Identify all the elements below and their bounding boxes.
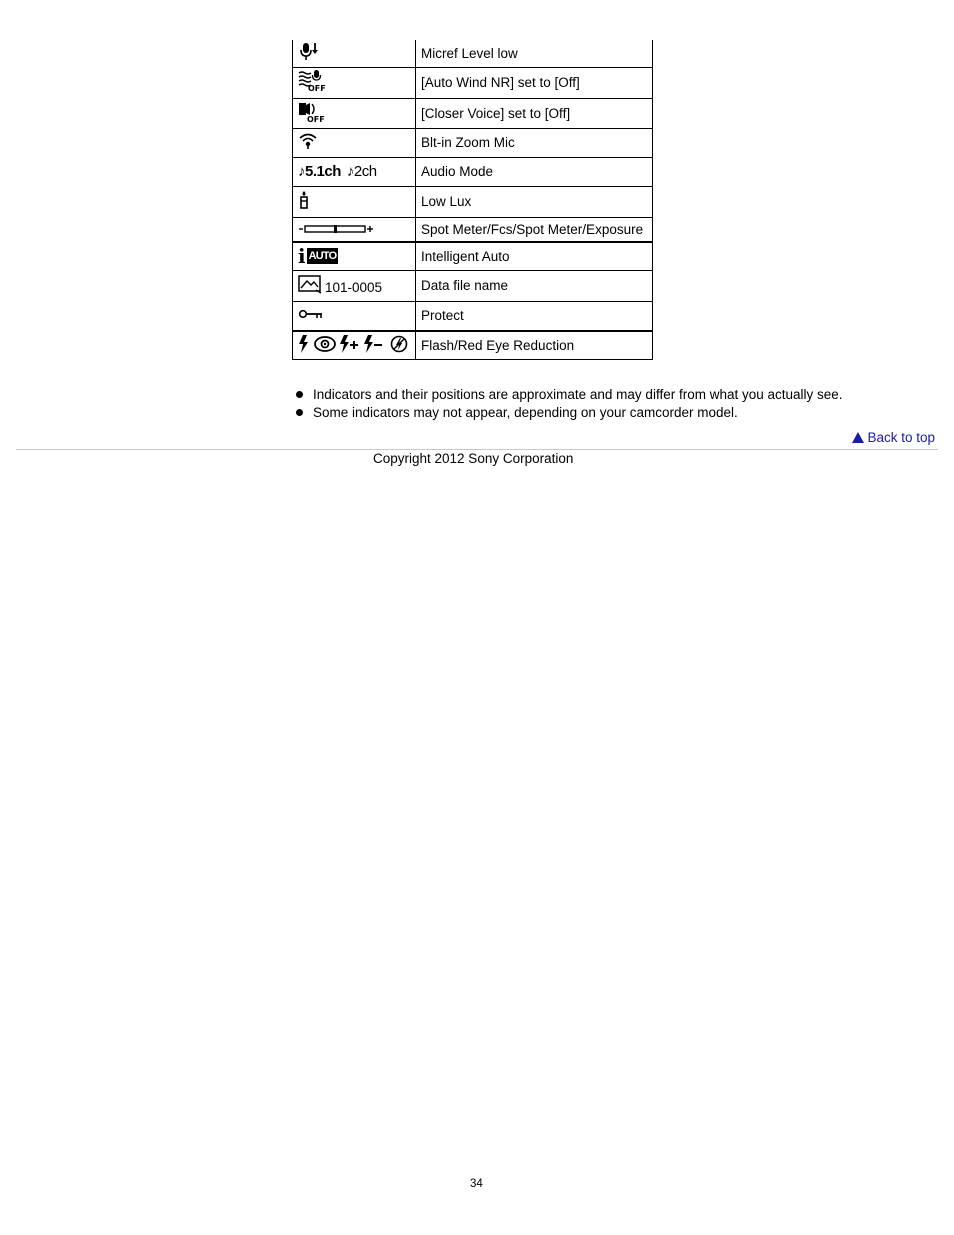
indicator-cell <box>293 270 416 301</box>
intelligent-i-symbol: i <box>298 244 306 269</box>
note-text: Some indicators may not appear, depending on your camcorder model. <box>313 405 738 420</box>
table-row <box>293 40 653 67</box>
indicator-description: Protect <box>416 301 653 331</box>
mic-level-low-icon <box>298 42 320 62</box>
page-number: 34 <box>470 1178 483 1190</box>
indicator-description: Blt-in Zoom Mic <box>416 128 653 157</box>
bullet-dot-icon <box>296 391 303 398</box>
bullet-dot-icon <box>296 409 303 416</box>
table-row <box>293 67 653 98</box>
audio-5-1ch-symbol: ♪5.1ch <box>298 163 341 180</box>
svg-text:OFF: OFF <box>308 84 326 93</box>
table-row <box>293 186 653 217</box>
copyright-text: Copyright 2012 Sony Corporation <box>373 451 574 466</box>
closer-voice-off-icon <box>298 101 325 124</box>
flash-icons <box>298 334 410 354</box>
indicator-cell <box>293 98 416 128</box>
indicator-description: Spot Meter/Fcs/Spot Meter/Exposure <box>416 217 653 242</box>
indicator-cell <box>293 331 416 359</box>
indicator-cell <box>293 157 416 186</box>
table-row <box>293 217 653 242</box>
file-number-text: 101-0005 <box>325 279 383 295</box>
indicator-description: Data file name <box>416 270 653 301</box>
indicator-description: Micref Level low <box>416 40 653 67</box>
back-to-top-label: Back to top <box>867 430 935 445</box>
list-item <box>295 386 843 404</box>
spot-meter-bar-icon <box>298 224 374 234</box>
audio-2ch-symbol: ♪2ch <box>346 163 377 180</box>
table-row <box>293 270 653 301</box>
indicator-cell <box>293 67 416 98</box>
table-row <box>293 301 653 331</box>
zoom-mic-icon <box>298 132 318 150</box>
indicator-cell <box>293 242 416 270</box>
indicator-description: Flash/Red Eye Reduction <box>416 331 653 359</box>
table-row <box>293 128 653 157</box>
low-lux-icon <box>298 190 310 210</box>
indicator-cell <box>293 40 416 67</box>
divider <box>16 449 938 450</box>
intelligent-auto-icon <box>298 244 338 269</box>
protect-key-icon <box>298 308 324 320</box>
notes-list <box>295 386 843 422</box>
indicator-cell <box>293 301 416 331</box>
data-file-icon <box>298 274 382 295</box>
auto-badge-symbol: AUTO <box>308 250 337 263</box>
wind-nr-off-icon <box>298 70 324 92</box>
table-row <box>293 98 653 128</box>
indicator-table <box>292 40 653 360</box>
indicator-cell <box>293 186 416 217</box>
table-row <box>293 331 653 359</box>
audio-mode-icon <box>298 164 377 179</box>
up-triangle-icon <box>852 432 864 443</box>
indicator-description: [Auto Wind NR] set to [Off] <box>416 67 653 98</box>
indicator-table-wrap <box>292 40 653 360</box>
svg-text:OFF: OFF <box>307 114 325 124</box>
table-row <box>293 157 653 186</box>
list-item <box>295 404 843 422</box>
table-row <box>293 242 653 270</box>
indicator-description: Low Lux <box>416 186 653 217</box>
indicator-cell <box>293 128 416 157</box>
indicator-description: [Closer Voice] set to [Off] <box>416 98 653 128</box>
indicator-description: Audio Mode <box>416 157 653 186</box>
indicator-cell <box>293 217 416 242</box>
indicator-description: Intelligent Auto <box>416 242 653 270</box>
back-to-top-link[interactable] <box>852 430 935 445</box>
note-text: Indicators and their positions are approximate and may differ from what you actually see. <box>313 387 843 402</box>
